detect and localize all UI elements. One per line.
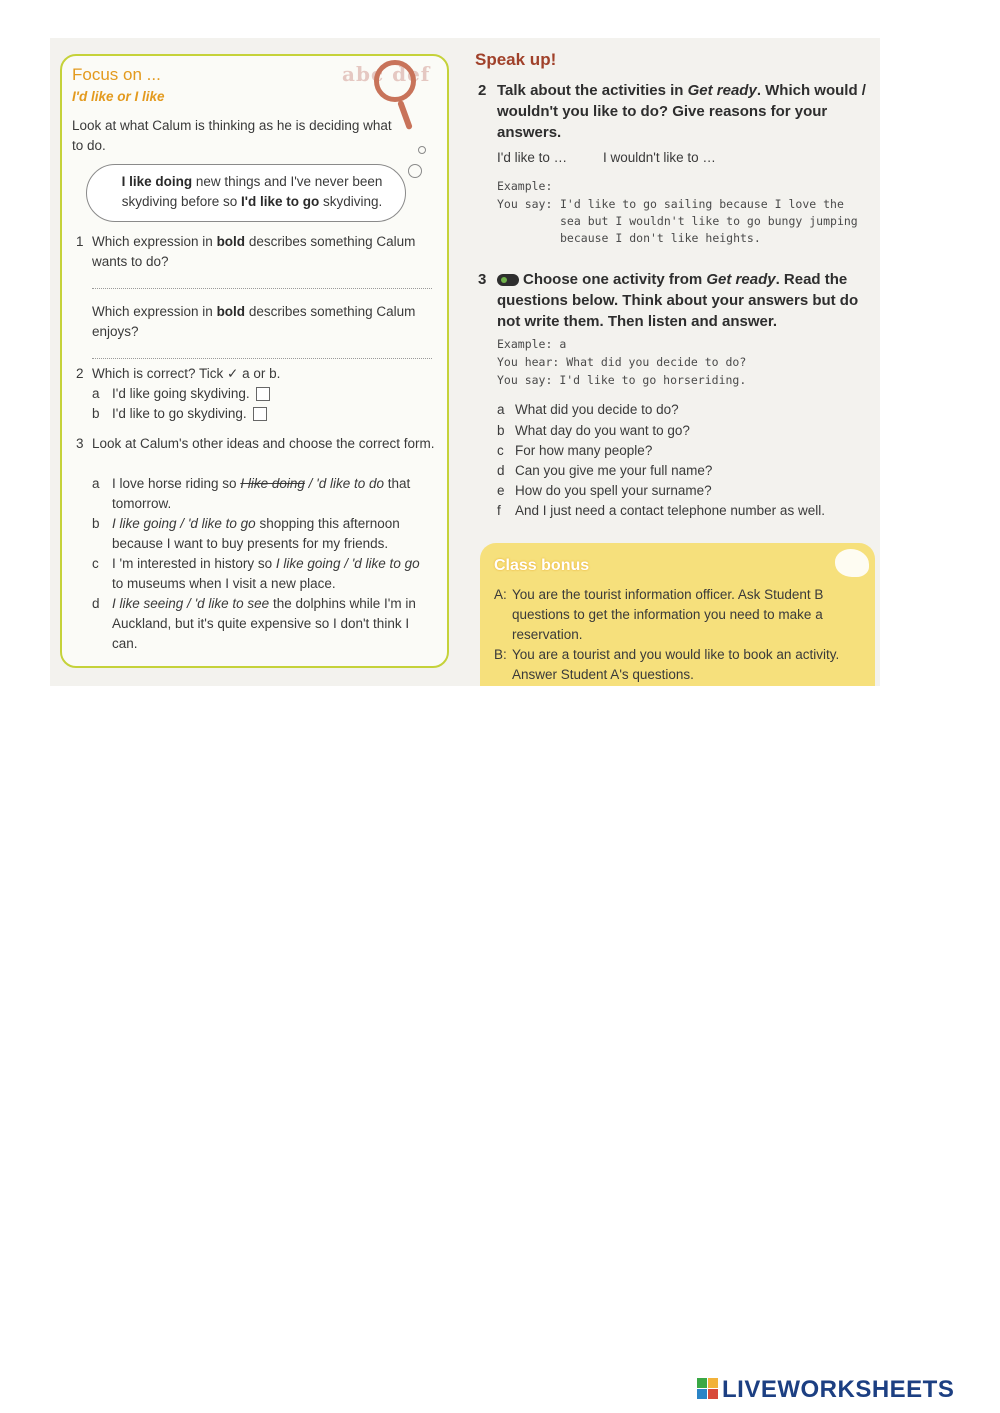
- thought-dot-small: [418, 146, 426, 154]
- q3-item-letter: c: [92, 556, 99, 571]
- speak-q3-number: 3: [478, 271, 487, 288]
- q3-item-letter: a: [92, 476, 100, 491]
- q1-number: 1: [76, 234, 84, 249]
- speak-q2-number: 2: [478, 82, 487, 99]
- speak-up-title: Speak up!: [475, 50, 557, 69]
- q2-option-b: I'd like to go skydiving.: [112, 404, 267, 424]
- speak-q3-question-letter: e: [497, 483, 505, 498]
- q2-checkbox-b[interactable]: [253, 407, 267, 421]
- speak-q3-question-letter: a: [497, 402, 505, 417]
- audio-cd-icon[interactable]: [497, 274, 519, 286]
- magnifier-handle: [397, 100, 413, 130]
- q3-item-d[interactable]: I like seeing / 'd like to see the dolphins while I'm in Auckland, but it's quite expensive so I don't think I can.: [112, 596, 416, 651]
- speech-blob-icon: [835, 549, 869, 577]
- speak-q2-prompt-1: I'd like to …: [497, 150, 568, 165]
- q3-item-letter: d: [92, 596, 100, 611]
- focus-subtitle: I'd like or I like: [72, 89, 165, 104]
- liveworksheets-logo-text: LIVEWORKSHEETS: [722, 1376, 955, 1403]
- worksheet-scan: [50, 38, 880, 686]
- q3-item-a[interactable]: I love horse riding so I like doing / 'd like to do that tomorrow.: [112, 476, 411, 511]
- q2-option-a-letter: a: [92, 386, 100, 401]
- magnifier-icon: [374, 60, 416, 102]
- liveworksheets-logo[interactable]: [697, 1376, 954, 1404]
- q3-item-b[interactable]: I like going / 'd like to go shopping this afternoon because I want to buy presents for my friends.: [112, 516, 400, 551]
- focus-on-box: [60, 54, 449, 668]
- speak-q3-question-letter: f: [497, 503, 501, 518]
- thought-bubble: [86, 164, 406, 222]
- liveworksheets-mark-icon: [697, 1378, 719, 1400]
- q2-checkbox-a[interactable]: [256, 387, 270, 401]
- speak-q3-heading: Choose one activity from Get ready. Read the questions below. Think about your answers but do not write them. Then listen and answer.: [497, 271, 859, 330]
- bonus-b-label: B:: [494, 647, 507, 662]
- speak-q3-question: For how many people?: [515, 443, 653, 458]
- focus-intro: Look at what Calum is thinking as he is deciding what to do.: [72, 118, 392, 153]
- speak-q2-you-say-label: You say:: [497, 197, 553, 211]
- q1-question-a: Which expression in bold describes something Calum wants to do?: [92, 234, 416, 269]
- q2-option-a: I'd like going skydiving.: [112, 384, 270, 404]
- speak-q3-question: What day do you want to go?: [515, 423, 690, 438]
- speak-q3-example-label: Example: a: [497, 337, 567, 351]
- q3-item-c[interactable]: I 'm interested in history so I like going / 'd like to go to museums when I visit a new place.: [112, 556, 420, 591]
- abc-logo: abc def: [342, 62, 431, 86]
- speak-q2-example-label: Example:: [497, 179, 553, 193]
- speak-q3-question-letter: b: [497, 423, 505, 438]
- focus-title: Focus on ...: [72, 65, 161, 84]
- q1-question-b: Which expression in bold describes something Calum enjoys?: [92, 304, 416, 339]
- bonus-b-text: You are a tourist and you would like to book an activity. Answer Student A's questions.: [512, 647, 840, 682]
- speak-q3-you-hear: You hear: What did you decide to do?: [497, 355, 747, 369]
- bonus-a-label: A:: [494, 587, 507, 602]
- speak-q3-question: Can you give me your full name?: [515, 463, 713, 478]
- speak-q3-question-letter: c: [497, 443, 504, 458]
- q1-answer-line-b[interactable]: [92, 358, 432, 359]
- class-bonus-box: [480, 543, 875, 686]
- q1-answer-line-a[interactable]: [92, 288, 432, 289]
- speak-q2-example-text: I'd like to go sailing because I love the sea but I wouldn't like to go bungy jumping because I don't like heights.: [560, 197, 858, 245]
- speak-q3-question: And I just need a contact telephone number as well.: [515, 503, 825, 518]
- q3-item-letter: b: [92, 516, 100, 531]
- class-bonus-title: Class bonus: [494, 557, 590, 574]
- q3-instruction: Look at Calum's other ideas and choose the correct form.: [92, 436, 435, 451]
- thought-text: I like doing new things and I've never been skydiving before so I'd like to go skydiving.: [121, 174, 383, 209]
- speak-q3-question: How do you spell your surname?: [515, 483, 712, 498]
- q2-option-b-letter: b: [92, 406, 100, 421]
- q2-number: 2: [76, 366, 84, 381]
- speak-q3-question: What did you decide to do?: [515, 402, 679, 417]
- speak-q3-question-letter: d: [497, 463, 505, 478]
- q3-number: 3: [76, 436, 84, 451]
- q2-instruction: Which is correct? Tick ✓ a or b.: [92, 366, 281, 381]
- speak-q2-prompt-2: I wouldn't like to …: [603, 150, 716, 165]
- speak-q3-you-say: You say: I'd like to go horseriding.: [497, 373, 747, 387]
- bonus-a-text: You are the tourist information officer. Ask Student B questions to get the information you need to make a reservation.: [512, 587, 824, 642]
- speak-q2-heading: Talk about the activities in Get ready. Which would / wouldn't you like to do? Give reasons for your answers.: [497, 82, 866, 141]
- thought-dot-large: [408, 164, 422, 178]
